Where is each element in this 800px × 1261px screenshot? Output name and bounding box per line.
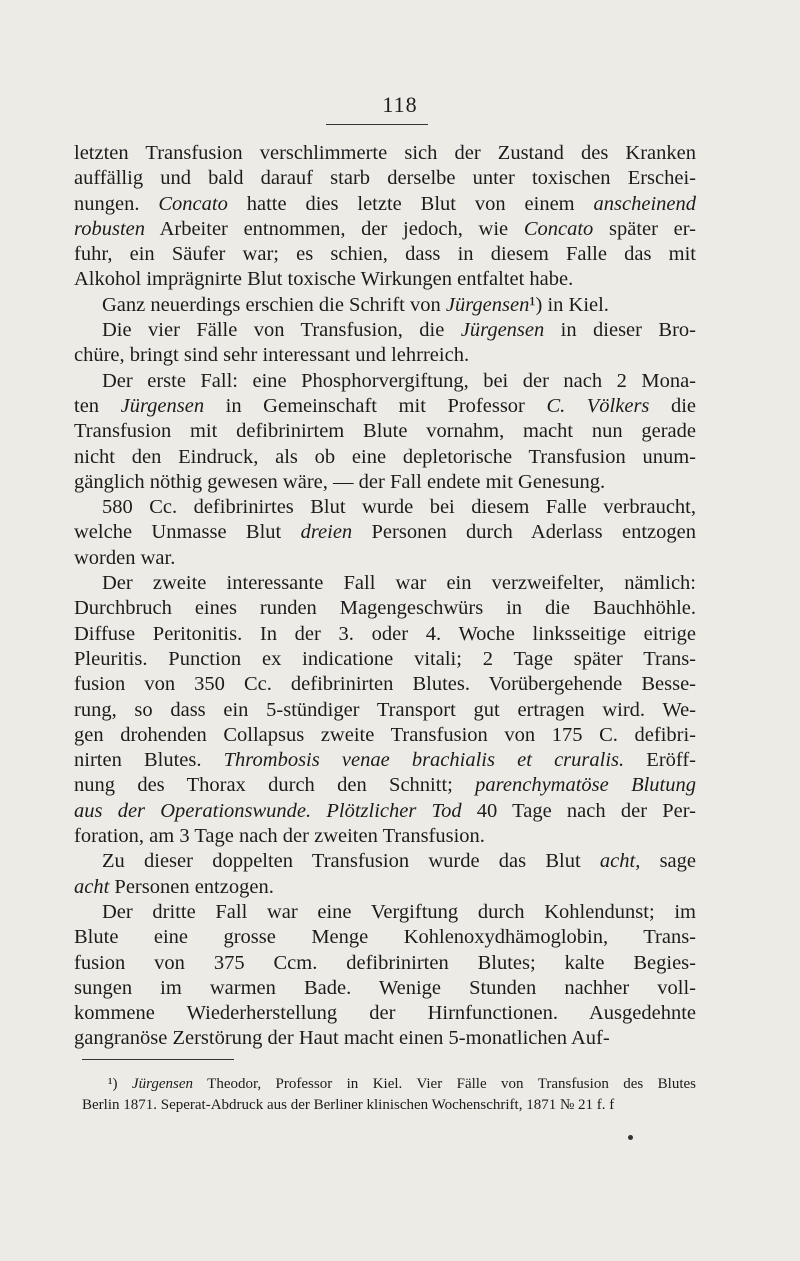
text-line: [74, 596, 696, 621]
paragraph: [74, 900, 696, 1052]
text-line: [74, 849, 696, 874]
text-run: Der zweite interessante Fall war ein verzweifelter, nämlich:: [102, 572, 696, 595]
text-line: [74, 318, 696, 343]
text-run: nungen.: [74, 192, 159, 215]
italic-text: Concato: [523, 217, 594, 240]
text-run: Ganz neuerdings erschien die Schrift von: [102, 293, 446, 316]
header-rule: [326, 124, 428, 125]
italic-text: Jürgensen: [460, 319, 545, 342]
text-line: [74, 141, 696, 166]
paragraph: [74, 495, 696, 571]
text-line: [74, 1026, 696, 1051]
text-run: ten: [74, 394, 121, 417]
text-run: in Gemeinschaft mit Professor: [204, 394, 547, 417]
text-line: [74, 419, 696, 444]
text-run: Transfusion mit defibrinirtem Blute vornahm, macht nun gerade: [74, 420, 696, 443]
text-run: Blute eine grosse Menge Kohlenoxydhämoglobin, Trans-: [74, 926, 696, 949]
text-line: [74, 166, 696, 191]
text-line: [74, 495, 696, 520]
text-run: sage: [640, 850, 696, 873]
text-run: hatte dies letzte Blut von einem: [227, 192, 594, 215]
text-line: [74, 698, 696, 723]
text-run: später er-: [593, 217, 696, 240]
italic-text: dreien: [300, 521, 353, 544]
text-line: [74, 394, 696, 419]
text-line: [74, 748, 696, 773]
text-run: fusion von 375 Ccm. defibrinirten Blutes; kalte Begies-: [74, 951, 696, 974]
text-run: nicht den Eindruck, als ob eine depletorische Transfusion unum-: [74, 445, 696, 468]
text-run: Alkohol imprägnirte Blut toxische Wirkungen entfaltet habe.: [74, 268, 574, 291]
text-run: nirten Blutes.: [74, 749, 224, 772]
italic-text: parenchymatöse Blutung: [475, 774, 696, 797]
footnote-line: [82, 1095, 696, 1116]
footnote-line: [82, 1074, 696, 1095]
paragraph: [74, 293, 696, 318]
text-line: [74, 520, 696, 545]
text-run: Personen durch Aderlass entzogen: [352, 521, 697, 544]
text-line: [74, 647, 696, 672]
text-run: Arbeiter entnommen, der jedoch, wie: [145, 217, 524, 240]
paragraph: [74, 571, 696, 849]
text-run: Durchbruch eines runden Magengeschwürs in die Bauchhöhle.: [74, 597, 696, 620]
text-run: Pleuritis. Punction ex indicatione vitali; 2 Tage später Trans-: [74, 647, 696, 670]
paragraph: [74, 318, 696, 369]
text-line: [74, 369, 696, 394]
italic-text: Thrombosis venae brachialis et cruralis.: [223, 749, 625, 772]
text-run: chüre, bringt sind sehr interessant und lehrreich.: [74, 344, 470, 367]
paragraph: [74, 141, 696, 293]
text-run: Theodor, Professor in Kiel. Vier Fälle von Transfusion des Blutes: [193, 1076, 696, 1092]
paragraph: [74, 849, 696, 900]
text-run: ¹): [108, 1076, 132, 1092]
text-line: [74, 242, 696, 267]
footnote-rule: [82, 1059, 234, 1060]
italic-text: Jürgensen: [445, 293, 530, 316]
text-run: welche Unmasse Blut: [74, 521, 301, 544]
text-run: gangranöse Zerstörung der Haut macht einen 5-monatlichen Auf-: [74, 1027, 610, 1050]
text-run: sungen im warmen Bade. Wenige Stunden nachher voll-: [74, 976, 696, 999]
text-run: die: [649, 394, 697, 417]
text-run: ¹) in Kiel.: [529, 293, 609, 316]
text-line: [74, 217, 696, 242]
text-run: Zu dieser doppelten Transfusion wurde das Blut: [102, 850, 600, 873]
text-run: 40 Tage nach der Per-: [461, 799, 696, 822]
italic-text: Concato: [158, 192, 228, 215]
text-run: worden war.: [74, 546, 176, 569]
italic-text: Jürgensen: [120, 394, 205, 417]
text-run: 580 Cc. defibrinirtes Blut wurde bei diesem Falle verbraucht,: [102, 496, 696, 519]
text-line: [74, 951, 696, 976]
text-line: [74, 267, 696, 292]
italic-text: robusten: [74, 217, 145, 240]
italic-text: acht,: [599, 850, 641, 873]
text-run: fuhr, ein Säufer war; es schien, dass in diesem Falle das mit: [74, 243, 696, 266]
text-run: Der erste Fall: eine Phosphorvergiftung, bei der nach 2 Mona-: [102, 369, 696, 392]
text-run: foration, am 3 Tage nach der zweiten Transfusion.: [74, 825, 485, 848]
text-line: [74, 723, 696, 748]
ink-speck: [628, 1135, 633, 1140]
text-run: Die vier Fälle von Transfusion, die: [102, 319, 461, 342]
text-run: rung, so dass ein 5-stündiger Transport gut ertragen wird. We-: [74, 698, 696, 721]
text-run: Eröff-: [624, 749, 697, 772]
text-run: gen drohenden Collapsus zweite Transfusion von 175 C. defibri-: [74, 723, 696, 746]
body-text: [74, 141, 696, 1052]
text-run: in dieser Bro-: [544, 319, 696, 342]
text-run: gänglich nöthig gewesen wäre, — der Fall endete mit Genesung.: [74, 470, 606, 493]
text-line: [74, 470, 696, 495]
text-run: Der dritte Fall war eine Vergiftung durch Kohlendunst; im: [102, 900, 696, 923]
italic-text: C. Völkers: [546, 394, 650, 417]
text-line: [74, 192, 696, 217]
text-line: [74, 875, 696, 900]
text-run: auffällig und bald darauf starb derselbe unter toxischen Erschei-: [74, 167, 696, 190]
text-run: Diffuse Peritonitis. In der 3. oder 4. Woche linksseitige eitrige: [74, 622, 696, 645]
text-run: fusion von 350 Cc. defibrinirten Blutes. Vorübergehende Besse-: [74, 673, 696, 696]
text-line: [74, 343, 696, 368]
text-line: [74, 445, 696, 470]
text-run: letzten Transfusion verschlimmerte sich der Zustand des Kranken: [74, 142, 696, 164]
text-line: [74, 571, 696, 596]
text-line: [74, 293, 696, 318]
italic-text: anscheinend: [593, 192, 696, 215]
italic-text: Jürgensen: [131, 1076, 194, 1092]
text-line: [74, 622, 696, 647]
text-run: Personen entzogen.: [109, 875, 274, 898]
text-run: nung des Thorax durch den Schnitt;: [74, 774, 476, 797]
paragraph: [74, 369, 696, 495]
text-run: kommene Wiederherstellung der Hirnfunctionen. Ausgedehnte: [74, 1002, 696, 1025]
text-run: Berlin 1871. Seperat-Abdruck aus der Berliner klinischen Wochenschrift, 1871 № 21 f. f: [82, 1097, 615, 1113]
italic-text: acht: [74, 875, 110, 898]
text-line: [74, 546, 696, 571]
text-line: [74, 824, 696, 849]
text-line: [74, 900, 696, 925]
text-line: [74, 799, 696, 824]
page-number: 118: [382, 92, 418, 117]
text-line: [74, 976, 696, 1001]
footnotes: [82, 1074, 696, 1116]
text-line: [74, 1001, 696, 1026]
text-line: [74, 773, 696, 798]
text-line: [74, 672, 696, 697]
italic-text: aus der Operationswunde. Plötzlicher Tod: [74, 799, 462, 822]
text-line: [74, 925, 696, 950]
